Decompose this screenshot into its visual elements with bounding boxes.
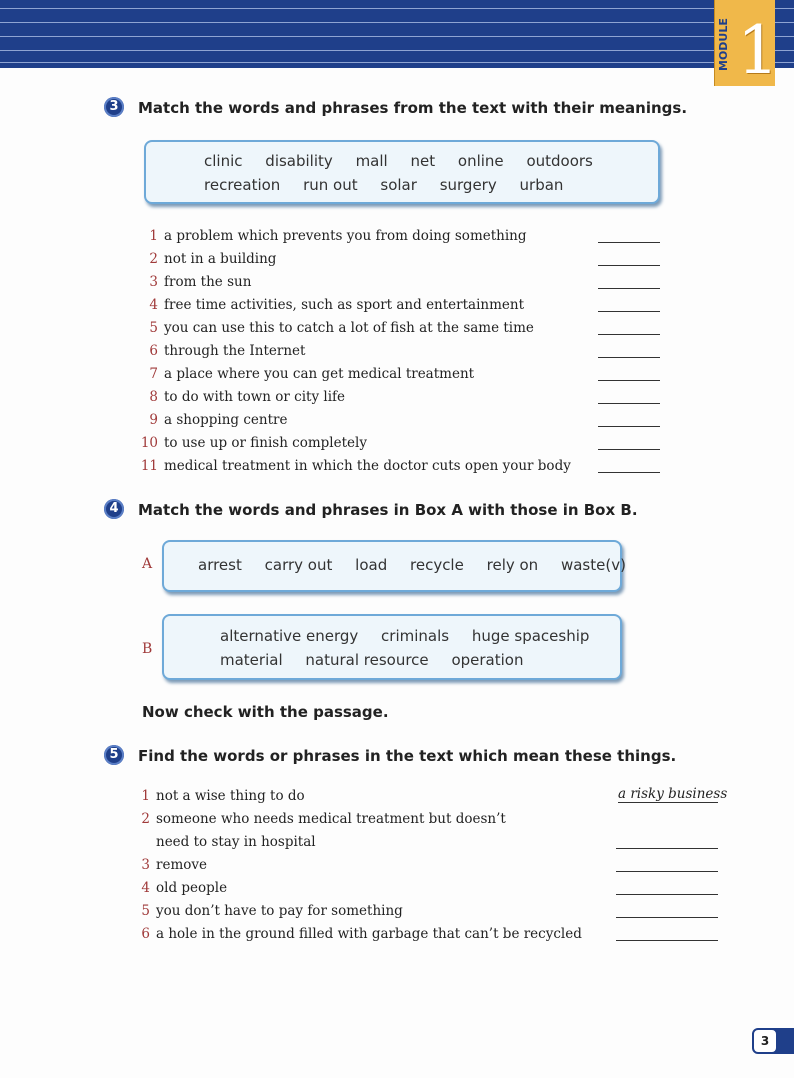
list-item: 2 someone who needs medical treatment but doesn’t [141, 811, 506, 827]
answer-blank[interactable] [616, 871, 718, 872]
word-item: surgery [439, 176, 497, 194]
word-item: recycle [410, 556, 464, 574]
answer-blank[interactable] [616, 848, 718, 849]
word-item: operation [451, 651, 524, 669]
word-item: arrest [198, 556, 242, 574]
list-item: 1 a problem which prevents you from doing something [149, 228, 527, 244]
word-item: net [410, 152, 436, 170]
list-item: 11 medical treatment in which the doctor cuts open your body [140, 458, 571, 474]
ex5-number-badge: 5 [104, 745, 124, 765]
answer-blank[interactable] [598, 311, 660, 312]
box-a [162, 540, 626, 592]
word-item: clinic [204, 152, 243, 170]
list-item: 6 through the Internet [149, 343, 306, 359]
answer-blank[interactable] [598, 288, 660, 289]
box-b-row-1 [220, 627, 607, 645]
ex5-heading [104, 745, 676, 767]
list-item: 5 you don’t have to pay for something [141, 903, 403, 919]
list-item: need to stay in hospital [156, 834, 316, 850]
word-item: material [220, 651, 283, 669]
ex3-word-row-2 [204, 176, 581, 194]
box-b-label: B [142, 641, 153, 657]
word-item: natural resource [305, 651, 429, 669]
answer-blank[interactable] [598, 426, 660, 427]
answer-blank[interactable] [598, 265, 660, 266]
ex4-check-instruction: Now check with the passage. [142, 703, 389, 721]
word-item: huge spaceship [471, 627, 590, 645]
word-item: online [457, 152, 504, 170]
answer-blank[interactable] [598, 357, 660, 358]
word-item: criminals [381, 627, 450, 645]
ex3-word-box [144, 140, 660, 204]
word-item: load [355, 556, 388, 574]
answer-blank[interactable] [598, 472, 660, 473]
list-item: 8 to do with town or city life [149, 389, 345, 405]
list-item: 2 not in a building [149, 251, 277, 267]
word-item: solar [380, 176, 417, 194]
list-item: 3 from the sun [149, 274, 252, 290]
header-banner [0, 0, 794, 68]
answer-blank[interactable] [598, 380, 660, 381]
list-item: 3 remove [141, 857, 207, 873]
answer-blank[interactable] [598, 242, 660, 243]
answer-blank[interactable] [616, 940, 718, 941]
list-item: 5 you can use this to catch a lot of fish at the same time [149, 320, 534, 336]
word-item: recreation [204, 176, 281, 194]
word-item: mall [355, 152, 388, 170]
answer-blank[interactable] [598, 403, 660, 404]
box-a-label: A [142, 556, 153, 572]
module-number: 1 [737, 12, 779, 89]
ex4-title: Match the words and phrases in Box A with those in Box B. [138, 501, 638, 519]
list-item: 7 a place where you can get medical treatment [149, 366, 475, 382]
list-item: 4 old people [141, 880, 228, 896]
word-item: rely on [486, 556, 539, 574]
word-item: outdoors [526, 152, 593, 170]
answer-blank[interactable] [598, 449, 660, 450]
answer-blank[interactable] [598, 334, 660, 335]
answer-blank[interactable] [616, 917, 718, 918]
word-item: disability [265, 152, 333, 170]
word-item: run out [303, 176, 358, 194]
ex3-number-badge: 3 [104, 97, 124, 117]
box-a-row [198, 556, 644, 574]
page-number: 3 [752, 1028, 778, 1054]
module-label: MODULE [717, 18, 730, 72]
ex4-number-badge: 4 [104, 499, 124, 519]
list-item: 9 a shopping centre [149, 412, 288, 428]
ex3-heading [104, 97, 687, 119]
list-item: 4 free time activities, such as sport and entertainment [149, 297, 525, 313]
word-item: alternative energy [220, 627, 359, 645]
list-item: 1 not a wise thing to do [141, 788, 305, 804]
answer-blank[interactable] [616, 894, 718, 895]
word-item: carry out [264, 556, 333, 574]
example-answer: a risky business [618, 786, 728, 802]
module-tab [714, 0, 779, 89]
ex4-heading [104, 499, 638, 521]
list-item: 10 to use up or finish completely [140, 435, 367, 451]
box-b-row-2 [220, 651, 541, 669]
list-item: 6 a hole in the ground filled with garbage that can’t be recycled [141, 926, 582, 942]
word-item: waste(v) [560, 556, 626, 574]
ex3-title: Match the words and phrases from the text with their meanings. [138, 99, 688, 117]
box-b [162, 614, 622, 680]
ex5-title: Find the words or phrases in the text which mean these things. [138, 747, 677, 765]
ex3-word-row-1 [204, 152, 611, 170]
word-item: urban [519, 176, 564, 194]
